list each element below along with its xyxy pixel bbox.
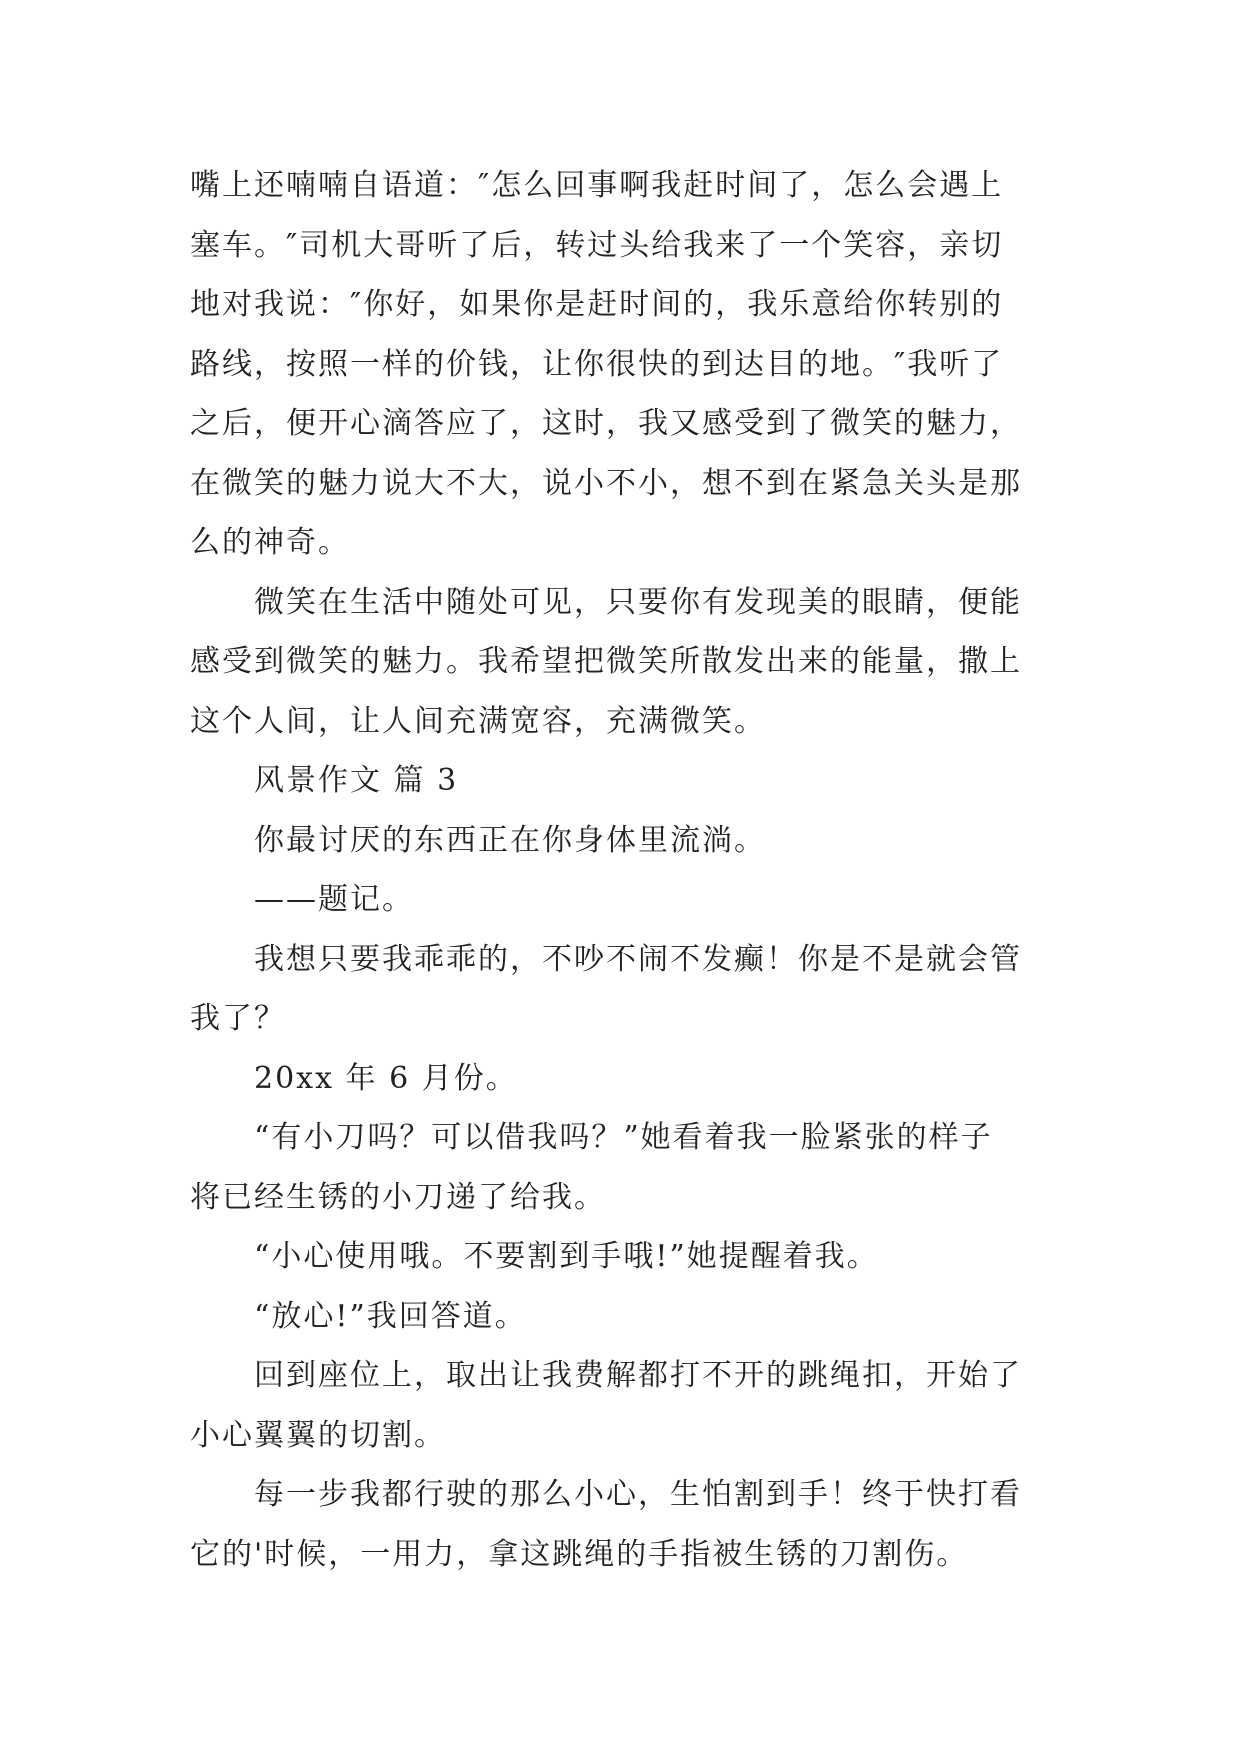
text-line: 小心翼翼的切割。: [190, 1417, 446, 1453]
text-line: 我了？: [190, 1001, 286, 1036]
text-line: “有小刀吗？可以借我吗？”她看着我一脸紧张的样子: [254, 1120, 993, 1155]
text-line: 之后，便开心滴答应了，这时，我又感受到了微笑的魅力，: [190, 406, 1022, 441]
text-line: 每一步我都行驶的那么小心，生怕割到手！终于快打看: [254, 1477, 1022, 1512]
document-body: [190, 156, 1050, 1584]
text-line: 塞车。″司机大哥听了后，转过头给我来了一个笑容，亲切: [190, 227, 1004, 263]
text-line: ——题记。: [254, 882, 414, 917]
text-line: 路线，按照一样的价钱，让你很快的到达目的地。″我听了: [190, 346, 1004, 382]
text-line: 在微笑的魅力说大不大，说小不小，想不到在紧急关头是那: [190, 465, 1022, 501]
text-line: 回到座位上，取出让我费解都打不开的跳绳扣，开始了: [254, 1358, 1022, 1393]
text-line: 感受到微笑的魅力。我希望把微笑所散发出来的能量，撒上: [190, 644, 1022, 679]
text-line: 20xx 年 6 月份。: [254, 1060, 518, 1096]
section-heading: 风景作文 篇 3: [254, 763, 459, 798]
text-line: 么的神奇。: [190, 525, 350, 560]
text-line: 将已经生锈的小刀递了给我。: [190, 1179, 606, 1215]
text-line: 这个人间，让人间充满宽容，充满微笑。: [190, 703, 766, 739]
text-line: 它的'时候，一用力，拿这跳绳的手指被生锈的刀割伤。: [190, 1536, 969, 1572]
text-line: 地对我说：″你好，如果你是赶时间的，我乐意给你转别的: [190, 287, 1004, 322]
text-line: 嘴上还喃喃自语道：″怎么回事啊我赶时间了，怎么会遇上: [190, 168, 1004, 203]
text-line: 我想只要我乖乖的，不吵不闹不发癫！你是不是就会管: [254, 941, 1022, 977]
text-line: 微笑在生活中随处可见，只要你有发现美的眼睛，便能: [254, 584, 1022, 620]
text-line: “放心!”我回答道。: [254, 1298, 527, 1334]
text-line: 你最讨厌的东西正在你身体里流淌。: [254, 822, 766, 858]
text-line: “小心使用哦。不要割到手哦!”她提醒着我。: [254, 1239, 879, 1274]
